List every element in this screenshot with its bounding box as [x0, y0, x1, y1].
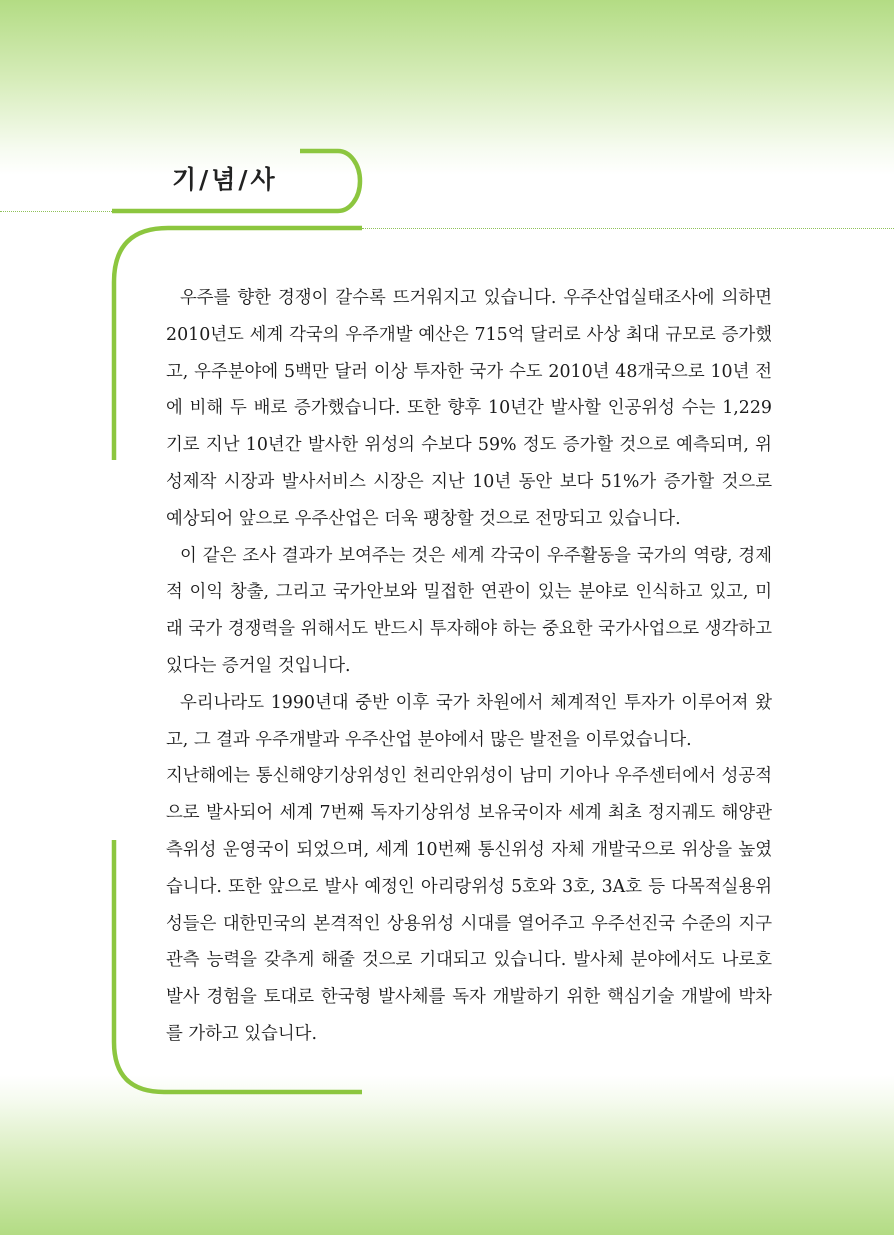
paragraph: 이 같은 조사 결과가 보여주는 것은 세계 각국이 우주활동을 국가의 역량, 경제적 이익 창출, 그리고 국가안보와 밀접한 연관이 있는 분야로 인식하고 있고, 미래 국가 경쟁력을 위해서도 반드시 투자해야 하는 중요한 국가사업으로 생각하고 있다는 증거일 것입니다.	[166, 545, 772, 676]
paragraph: 지난해에는 통신해양기상위성인 천리안위성이 남미 기아나 우주센터에서 성공적으로 발사되어 세계 7번째 독자기상위성 보유국이자 세계 최초 정지궤도 해양관측위성 운영국이 되었으며, 세계 10번째 통신위성 자체 개발국으로 위상을 높였습니다. 또한 앞으로 발사 예정인 아리랑위성 5호와 3호, 3A호 등 다목적실용위성들은 대한민국의 본격적인 상용위성 시대를 열어주고 우주선진국 수준의 지구관측 능력을 갖추게 해줄 것으로 기대되고 있습니다. 발사체 분야에서도 나로호 발사 경험을 토대로 한국형 발사체를 독자 개발하기 위한 핵심기술 개발에 박차를 가하고 있습니다.	[166, 766, 772, 1044]
paragraph: 우주를 향한 경쟁이 갈수록 뜨거워지고 있습니다. 우주산업실태조사에 의하면 2010년도 세계 각국의 우주개발 예산은 715억 달러로 사상 최대 규모로 증가했고, 우주분야에 5백만 달러 이상 투자한 국가 수도 2010년 48개국으로 10년 전에 비해 두 배로 증가했습니다. 또한 향후 10년간 발사할 인공위성 수는 1,229기로 지난 10년간 발사한 위성의 수보다 59% 정도 증가할 것으로 예측되며, 위성제작 시장과 발사서비스 시장은 지난 10년 동안 보다 51%가 증가할 것으로 예상되어 앞으로 우주산업은 더욱 팽창할 것으로 전망되고 있습니다.	[166, 288, 772, 529]
message-body	[166, 280, 772, 1053]
page-title: 기/념/사	[172, 165, 278, 194]
paragraph: 우리나라도 1990년대 중반 이후 국가 차원에서 체계적인 투자가 이루어져 왔고, 그 결과 우주개발과 우주산업 분야에서 많은 발전을 이루었습니다.	[166, 692, 772, 750]
